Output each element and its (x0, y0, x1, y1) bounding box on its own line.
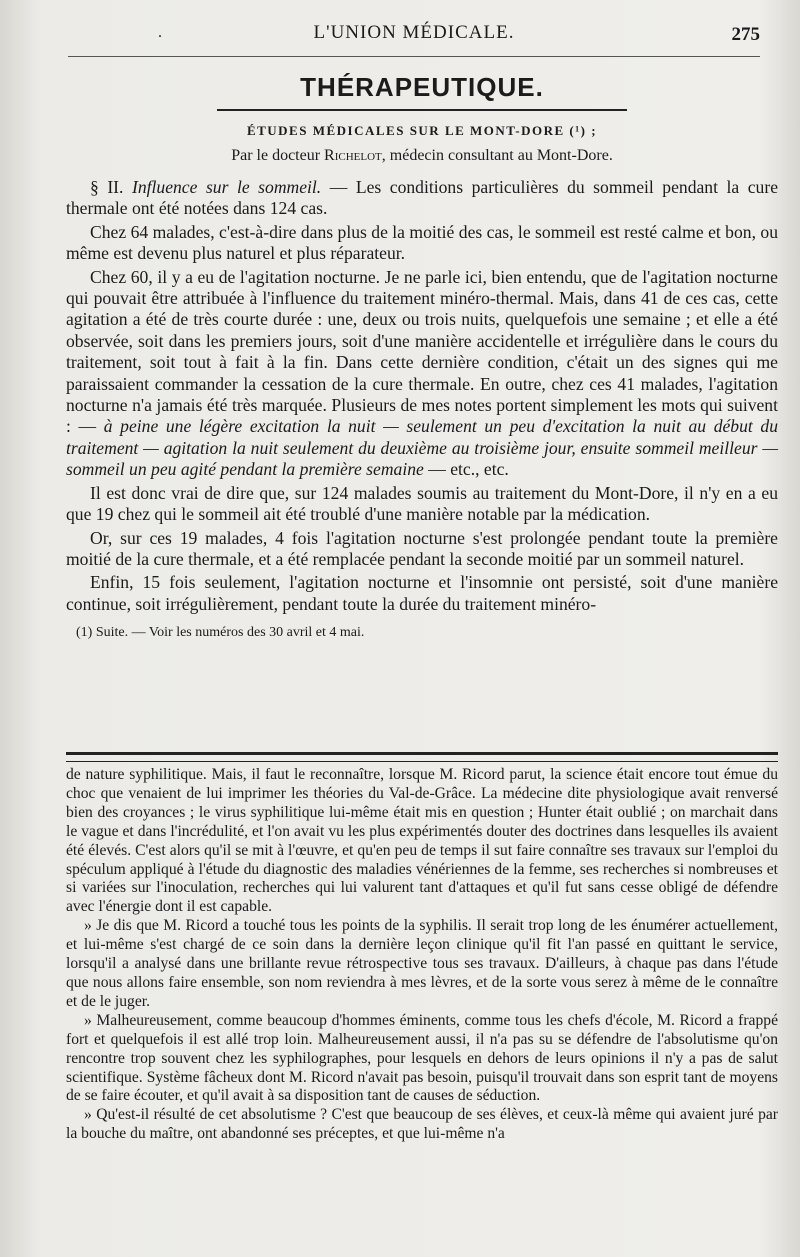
byline-suffix: , médecin consultant au Mont-Dore. (381, 147, 613, 164)
author-name: Richelot (324, 147, 382, 164)
subsection-mark: § II. (90, 177, 124, 197)
lower-paragraph-4: » Qu'est-il résulté de cet absolutisme ? C'est que beaucoup de ses élèves, et ceux-là même qui avaient juré par la bouche du maître, ont abandonné ses préceptes, et que lui-même n'a (66, 1106, 778, 1143)
running-title: L'UNION MÉDICALE. (313, 22, 515, 43)
subsection-title: Influence sur le sommeil. (131, 177, 322, 197)
page-number: 275 (731, 24, 760, 45)
paragraph-1-text: — Les conditions particulières du sommeil pendant la cure thermale ont été notées dans 124 cas. (66, 177, 779, 219)
paragraph-6: Enfin, 15 fois seulement, l'agitation nocturne et l'insomnie ont persisté, soit d'une manière continue, soit irrégulièrement, pendant toute la durée du traitement minéro- (66, 572, 778, 614)
byline (66, 147, 778, 165)
article-section (66, 72, 778, 641)
feuilleton-divider (66, 752, 778, 762)
paragraph-1 (66, 177, 778, 220)
lower-paragraph-1: de nature syphilitique. Mais, il faut le reconnaître, lorsque M. Ricord parut, la science était encore tout émue du choc que venaient de lui imprimer les théories du Val-de-Grâce. La médecine dite physiologique avait renversé bien des croyances ; le virus syphilitique lui-même était mis en question ; Hunter était oublié ; on marchait dans le vague et dans l'incrédulité, et l'on avait vu les plus expérimentés douter des doctrines dans lesquelles ils avaient été élevés. C'est alors qu'il se mit à l'œuvre, et qu'en peu de temps il sut faire connaître ses travaux sur l'emploi du spéculum appliqué à l'étude du diagnostic des maladies vénériennes de la femme, ses recherches si nombreuses et si variées sur l'inoculation, recherches qui lui valurent tant d'attaques et qu'il fut sans cesse obligé de défendre avec l'énergie dont il est capable. (66, 766, 778, 916)
footnote: (1) Suite. — Voir les numéros des 30 avril et 4 mai. (76, 625, 365, 641)
paragraph-2: Chez 64 malades, c'est-à-dire dans plus de la moitié des cas, le sommeil est resté calme et bon, ou même est devenu plus naturel et plus réparateur. (66, 221, 778, 264)
paragraph-3-end: — etc., etc. (423, 459, 509, 480)
paragraph-4: Il est donc vrai de dire que, sur 124 malades soumis au traitement du Mont-Dore, il n'y en a eu que 19 chez qui le sommeil ait été troublé d'une manière notable par la médication. (66, 482, 778, 525)
lower-paragraph-2: » Je dis que M. Ricord a touché tous les points de la syphilis. Il serait trop long de les énumérer actuellement, et lui-même s'est chargé de ce soin dans la dernière leçon clinique qu'il fit l'an passé en quittant le service, lorsqu'il a analysé dans une brillante revue rétrospective tous ses travaux. D'ailleurs, à chaque pas dans l'étude que nous allons faire ensemble, son nom reviendra à mes lèvres, et de la sorte vous serez à même de le connaître et de le juger. (66, 917, 778, 1010)
paragraph-3-quotes: à peine une légère excitation la nuit — seulement un peu d'excitation la nuit au début du traitement — agitation la nuit seulement du deuxième au troisième jour, ensuite sommeil meilleur — sommeil un peu agité pendant la première semaine (66, 416, 778, 480)
article-title: ÉTUDES MÉDICALES SUR LE MONT-DORE (¹) ; (246, 123, 598, 138)
running-header (68, 22, 760, 48)
header-rule (68, 56, 760, 57)
paragraph-3-text: Chez 60, il y a eu de l'agitation nocturne. Je ne parle ici, bien entendu, que de l'agitation nocturne qui pouvait être attribuée à l'influence du traitement minéro-thermal. Mais, dans 41 de ces cas, cette agitation a été de très courte durée : une, deux ou trois nuits, quelquefois une semaine ; et elle a été observée, soit dans les premiers jours, soit d'une manière accidentelle et irrégulière dans le cours du traitement, soit tout à fait à la fin. Dans cette dernière condition, c'était un des signes qui me paraissaient commander la cessation de la cure thermale. En outre, chez ces 41 malades, l'agitation nocturne n'a jamais été très marquée. Plusieurs de mes notes portent simplement les mots qui suivent : — (66, 266, 778, 437)
section-title-rule (217, 109, 627, 111)
byline-prefix: Par le docteur (231, 147, 325, 164)
paragraph-3 (66, 267, 778, 481)
feuilleton-section (66, 766, 778, 1144)
section-title: THÉRAPEUTIQUE. (300, 72, 544, 102)
header-dot: . (158, 24, 162, 41)
lower-paragraph-3: » Malheureusement, comme beaucoup d'hommes éminents, comme tous les chefs d'école, M. Ricord a frappé fort et quelquefois il est allé trop loin. Malheureusement aussi, il n'a pas su se défendre de l'absolutisme qu'on rencontre trop souvent chez les syphilographes, pour lesquels en dehors de leurs opinions il n'y a pas de salut scientifique. Système fâcheux dont M. Ricord n'avait pas besoin, puisqu'il trouvait dans son esprit tant de moyens de se faire écouter, et qu'il avait à sa disposition tant de causes de séduction. (66, 1011, 778, 1105)
paragraph-5: Or, sur ces 19 malades, 4 fois l'agitation nocturne s'est prolongée pendant toute la première moitié de la cure thermale, et a été remplacée pendant la seconde moitié par un sommeil naturel. (66, 527, 778, 569)
